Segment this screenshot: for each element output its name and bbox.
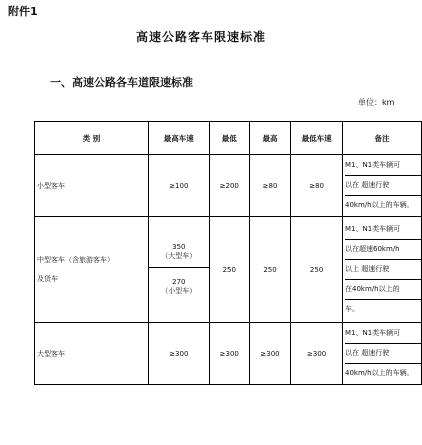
header-max-speed: 最高车速 <box>148 122 209 155</box>
remark-line: M1、N1类车辆可 <box>345 220 422 240</box>
header-min-speed: 最低车速 <box>291 122 343 155</box>
header-category: 类 别 <box>35 122 149 155</box>
header-max: 最高 <box>249 122 290 155</box>
row-value: ≥300 <box>209 323 249 385</box>
table-header-row <box>35 122 422 155</box>
row-remarks <box>343 217 422 323</box>
lower-tag: （小型车） <box>161 287 197 295</box>
row-value: ≥200 <box>209 155 249 217</box>
row-remarks <box>343 155 422 217</box>
remark-line: 车。 <box>345 305 359 313</box>
row-split-value <box>148 217 209 323</box>
row-category: 小型客车 <box>35 155 149 217</box>
row-value: ≥300 <box>291 323 343 385</box>
unit-label: 单位：km <box>358 98 395 107</box>
document-title: 高速公路客车限速标准 <box>136 30 267 44</box>
table-row <box>35 323 422 385</box>
section-heading: 一、高速公路各车道限速标准 <box>50 76 193 89</box>
table-row <box>35 217 422 323</box>
lower-value: 270 <box>172 278 186 286</box>
row-category <box>35 217 149 323</box>
row-value: ≥80 <box>291 155 343 217</box>
category-line: 及货车 <box>37 274 58 283</box>
remark-line: 以在 超速行驶 <box>345 344 422 364</box>
row-value: ≥100 <box>148 155 209 217</box>
remark-line: 以在超速60km/h <box>345 240 422 260</box>
speed-limit-table <box>34 121 422 385</box>
table-row <box>35 155 422 217</box>
remark-line: M1、N1类车辆可 <box>345 324 422 344</box>
header-min: 最低 <box>209 122 249 155</box>
row-value: 250 <box>209 217 249 323</box>
upper-value: 350 <box>172 243 186 251</box>
row-remarks <box>343 323 422 385</box>
row-value: 250 <box>249 217 290 323</box>
row-value: ≥300 <box>249 323 290 385</box>
attachment-label: 附件1 <box>8 5 38 18</box>
row-value: 250 <box>291 217 343 323</box>
remark-line: M1、N1类车辆可 <box>345 156 422 176</box>
category-line: 中型客车（含旅游客车） <box>37 255 114 264</box>
remark-line: 在40km/h以上的 <box>345 280 422 300</box>
row-value: ≥80 <box>249 155 290 217</box>
row-category: 大型客车 <box>35 323 149 385</box>
header-remarks: 备注 <box>343 122 422 155</box>
remark-line: 以上 超速行驶 <box>345 260 422 280</box>
remark-line: 以在 超速行驶 <box>345 176 422 196</box>
remark-line: 40km/h以上的车辆。 <box>345 201 414 209</box>
row-value: ≥300 <box>148 323 209 385</box>
upper-tag: （大型车） <box>149 251 209 268</box>
remark-line: 40km/h以上的车辆。 <box>345 369 414 377</box>
